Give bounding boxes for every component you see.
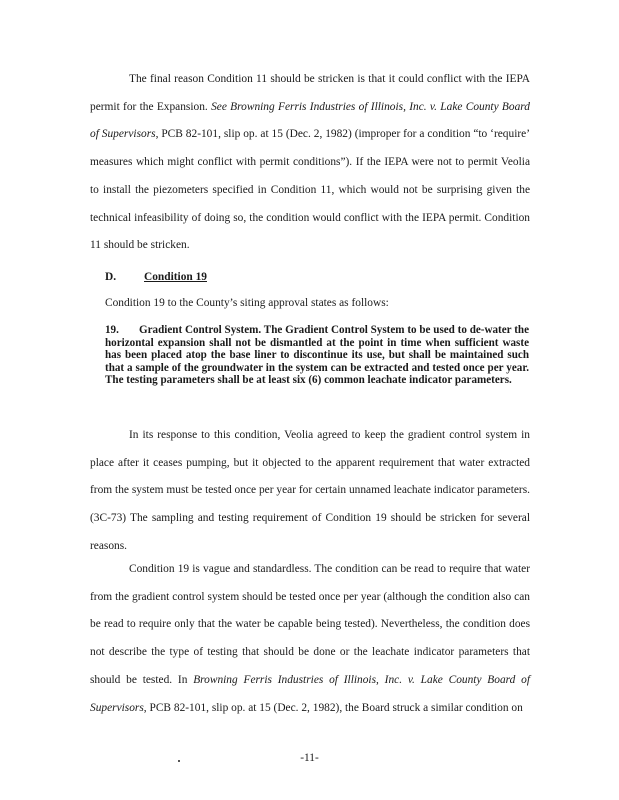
- quote-text: Gradient Control System. The Gradient Control System to be used to de-water the horizontal expansion shall not be dismantled at the point in time when sufficient waste has been placed atop the base liner to discontinue its use, but shall be maintained such that a sample of the groundwater in the system can be extracted and tested once per year. The testing parameters shall be at least six (6) common leachate indicator parameters.: [105, 324, 529, 387]
- quote-number: 19.: [105, 324, 119, 336]
- page-number: -11-: [300, 752, 319, 764]
- paragraph-condition-11-conclusion: [90, 66, 530, 260]
- section-title: Condition 19: [144, 271, 207, 283]
- paragraph-text: The final reason Condition 11 should be stricken is that it could conflict with the IEPA permit for the Expansion.: [90, 73, 530, 113]
- paragraph-text: , PCB 82-101, slip op. at 15 (Dec. 2, 1982), the Board struck a similar condition on: [143, 701, 523, 714]
- paragraph-veolia-response: In its response to this condition, Veolia agreed to keep the gradient control system in place after it ceases pumping, but it objected to the apparent requirement that water extracted from the system must be tested once per year for certain unnamed leachate indicator parameters. (3C-73) The sampling and testing requirement of Condition 19 should be stricken for several reasons.: [90, 429, 530, 552]
- paragraph-text: , PCB 82-101, slip op. at 15 (Dec. 2, 1982) (improper for a condition “to ‘require’ measures which might conflict with permit conditions”). If the IEPA were not to permit Veolia to install the piezometers specified in Condition 11, which would not be surprising given the technical infeasibility of doing so, the condition would conflict with the IEPA permit. Condition 11 should be stricken.: [90, 128, 530, 252]
- paragraph-text: Condition 19 is vague and standardless. The condition can be read to require that water from the gradient control system should be tested once per year (although the condition also can be read to require only that the water be capable being tested). Nevertheless, the condition does not describe the type of testing that should be done or the leachate indicator parameters that should be tested. In: [90, 563, 530, 686]
- paragraph-vague-standardless: [90, 556, 530, 722]
- case-citation: See Browning Ferris Industries of Illinois, Inc. v. Lake County Board of Supervisors: [90, 100, 530, 141]
- section-letter: D.: [105, 271, 117, 283]
- block-quote-condition-19: [105, 324, 529, 387]
- case-citation: Browning Ferris Industries of Illinois, Inc. v. Lake County Board of Supervisors: [90, 673, 530, 714]
- quote-introduction: Condition 19 to the County’s siting approval states as follows:: [105, 297, 389, 309]
- section-heading: [105, 270, 207, 284]
